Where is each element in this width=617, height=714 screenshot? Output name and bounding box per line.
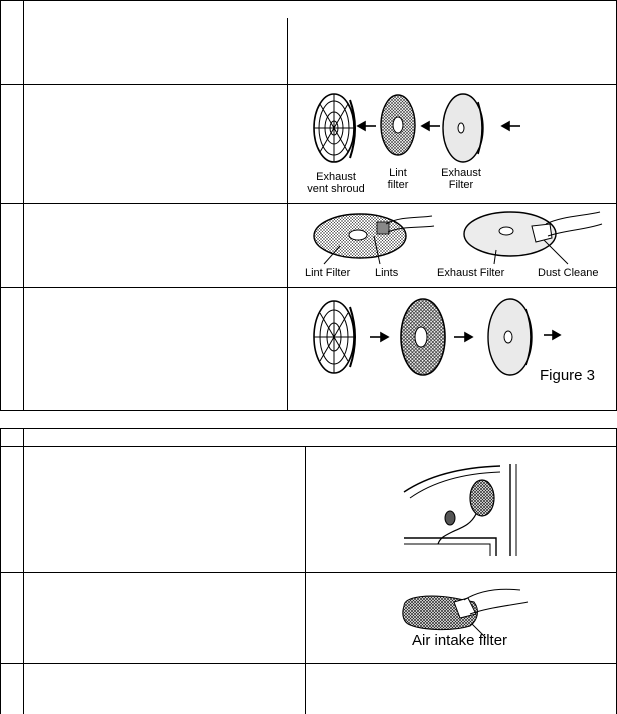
exhaust-filter-cleaning-icon — [464, 212, 602, 264]
plain-filter-icon — [488, 299, 532, 375]
table2-numcol-divider — [23, 428, 24, 714]
vent-shroud-icon — [314, 301, 355, 373]
lint-filter-cleaning-icon — [314, 214, 434, 264]
table1-row-line-3 — [0, 287, 617, 288]
table2-row-line-2 — [0, 663, 617, 664]
table1-col-divider — [287, 18, 288, 411]
dryer-door-filter-illustration — [400, 462, 530, 562]
lint-filter-icon — [381, 95, 415, 155]
arrow-left-3-icon — [502, 122, 520, 130]
mesh-filter-icon — [401, 299, 445, 375]
label-exhaust-vent-shroud: Exhaust vent shroud — [307, 171, 365, 195]
exhaust-vent-shroud-icon — [314, 94, 355, 162]
table2-row-line-1 — [0, 572, 617, 573]
label-lint-filter-2: Lint Filter — [305, 267, 351, 279]
table1-row-line-2 — [0, 203, 617, 204]
arrow-right-1-icon — [370, 333, 388, 341]
figure-caption: Figure 3 — [540, 367, 596, 384]
exhaust-filter-icon — [443, 94, 483, 162]
arrow-left-2-icon — [422, 122, 440, 130]
label-exhaust-filter-2: Exhaust Filter — [437, 267, 505, 279]
label-lint-filter: Lint filter — [387, 167, 409, 191]
table1-left-border — [0, 0, 1, 411]
table1-row-line-1 — [0, 84, 617, 85]
arrow-right-2-icon — [454, 333, 472, 341]
label-exhaust-filter: Exhaust Filter — [441, 167, 481, 191]
arrow-right-3-icon — [544, 331, 560, 339]
table1-top-border — [0, 0, 617, 1]
label-air-intake-filter: Air intake filter — [412, 632, 508, 649]
filter-cleaning-illustration — [300, 206, 615, 268]
table1-bottom-border — [0, 410, 617, 411]
table2-top-border — [0, 428, 617, 429]
label-lints: Lints — [375, 267, 399, 279]
label-dust-cleaner: Dust Cleane — [538, 267, 599, 279]
table2-header-line — [0, 446, 617, 447]
arrow-left-1-icon — [358, 122, 376, 130]
table2-left-border — [0, 428, 1, 714]
table2-col-divider — [305, 446, 306, 714]
table1-numcol-divider — [23, 0, 24, 411]
